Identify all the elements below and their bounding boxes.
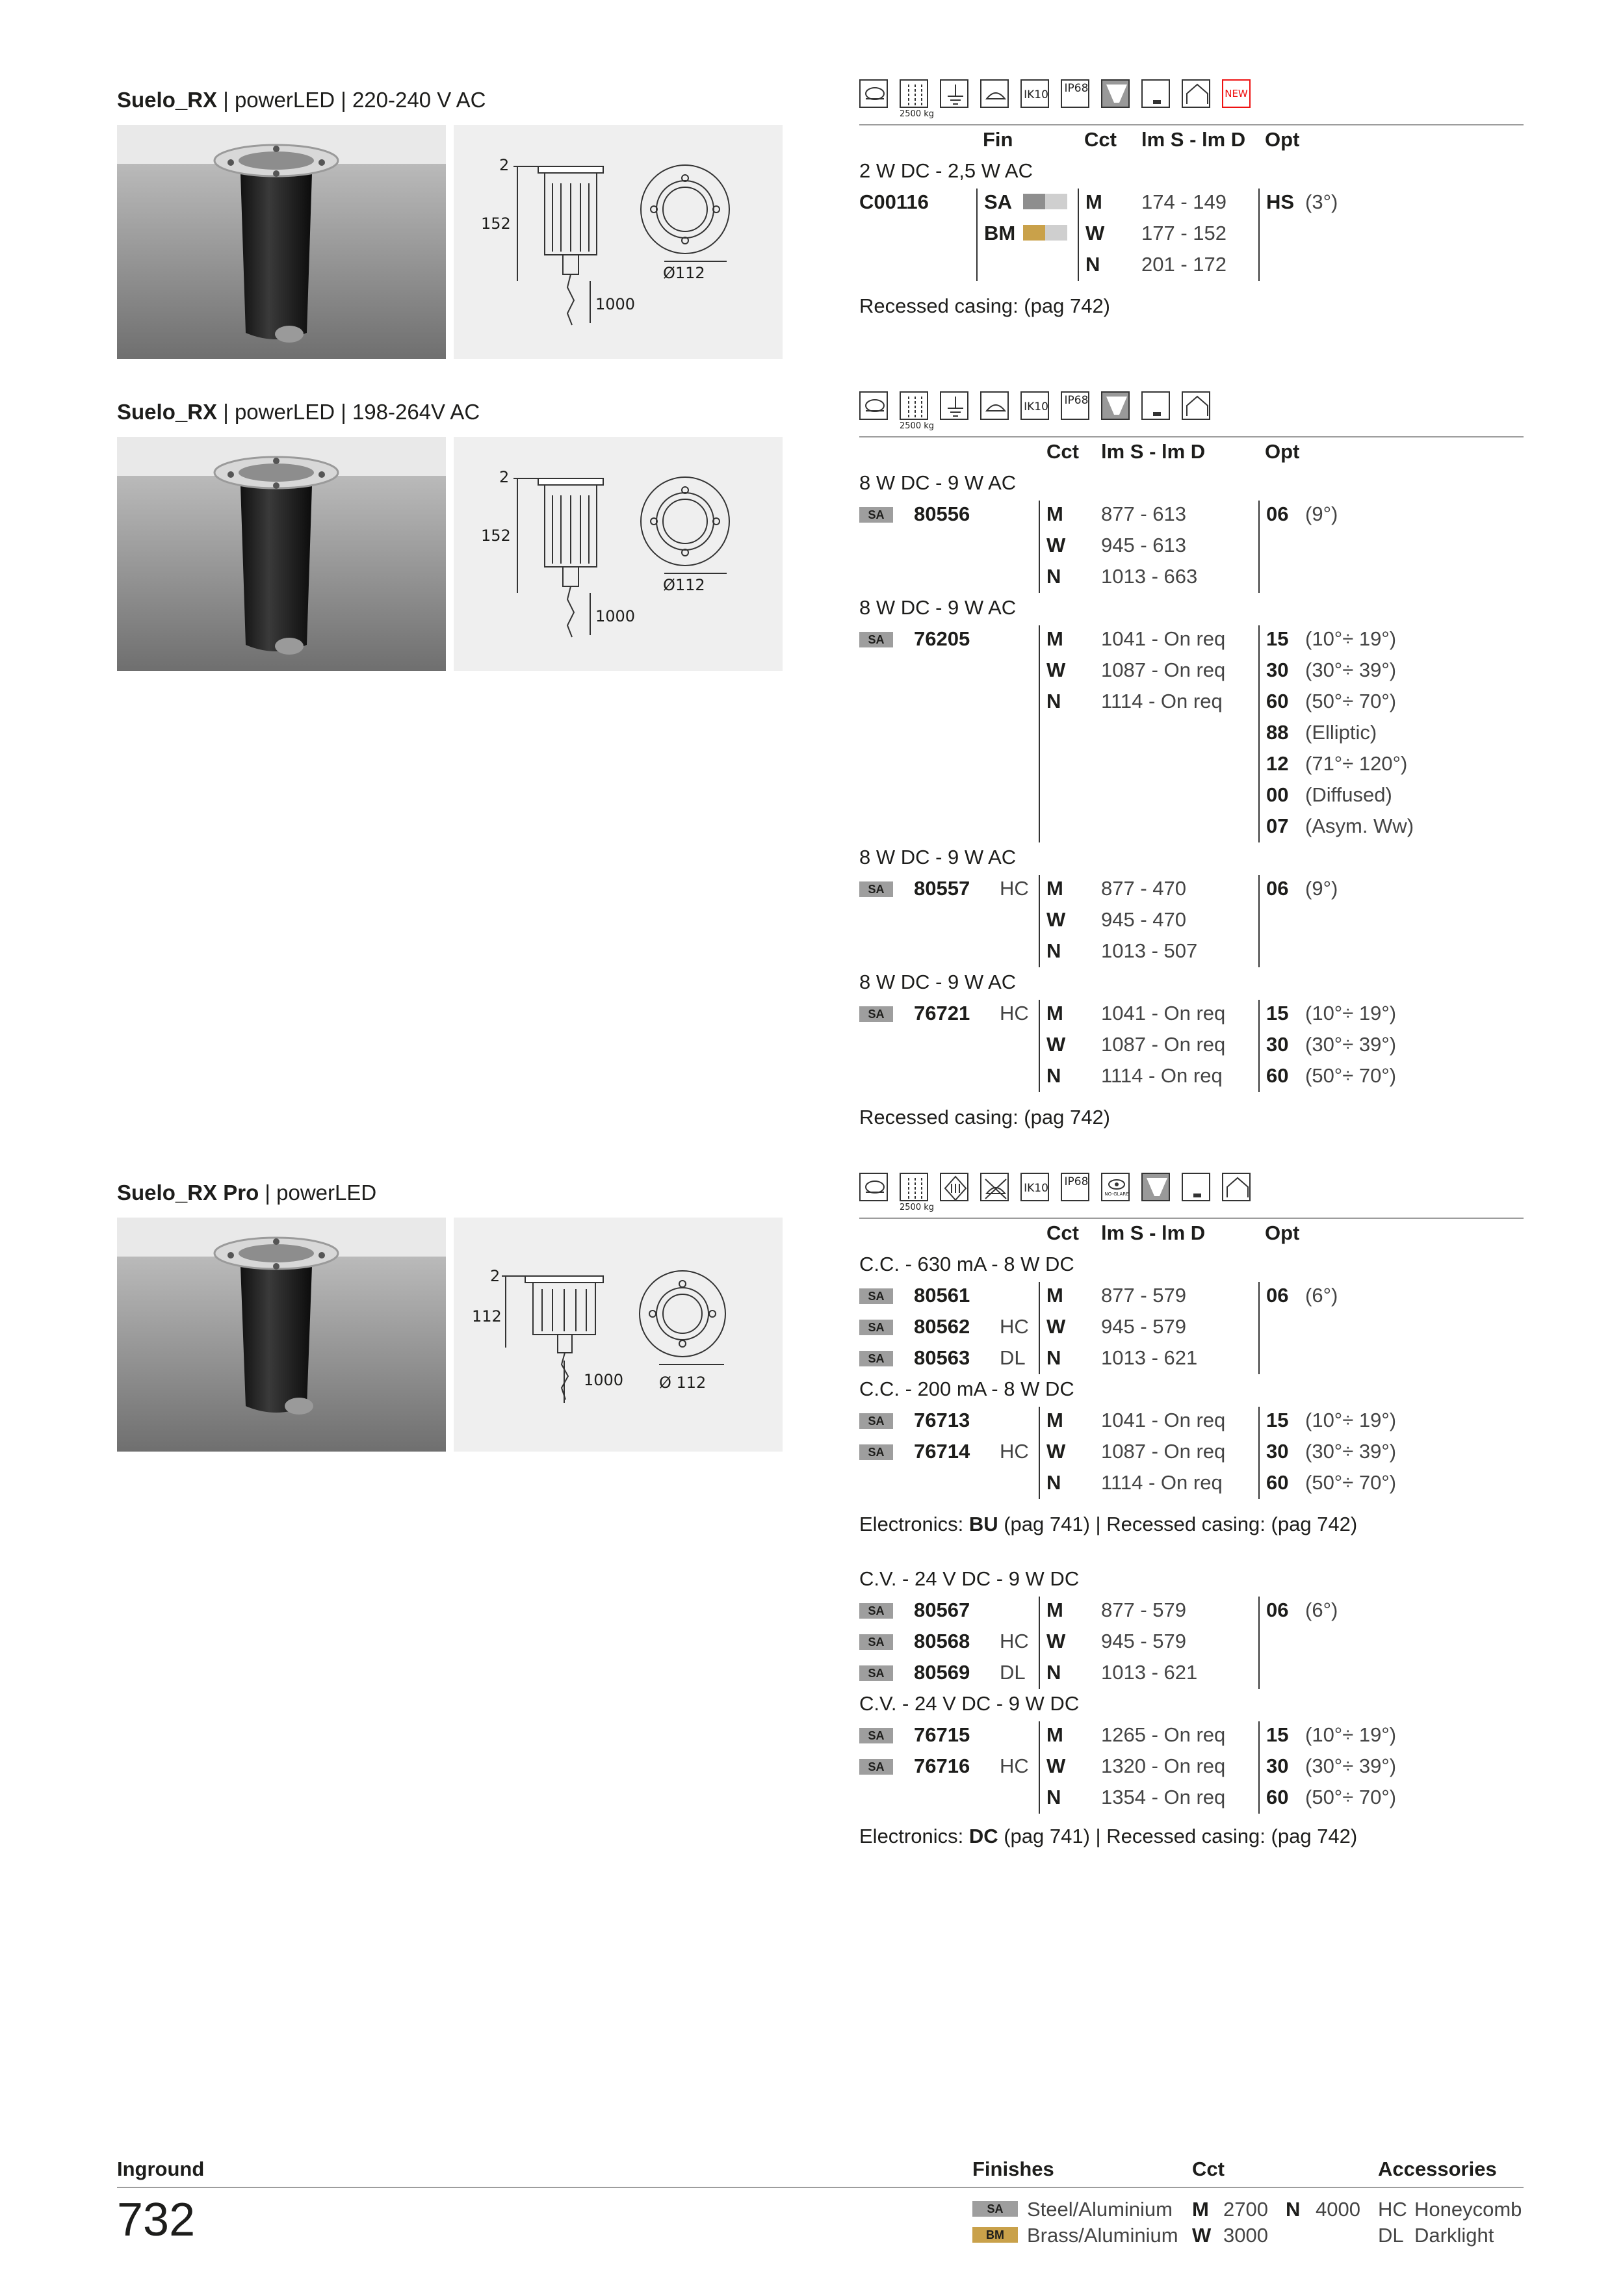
lumen-value: 1114 - On req xyxy=(1101,1064,1223,1087)
footer-rule xyxy=(117,2187,1524,2188)
header-lm: lm S - lm D xyxy=(1101,440,1206,463)
dim-top: 2 xyxy=(499,468,510,486)
optic-code: 30 xyxy=(1266,1440,1289,1463)
finish-swatch-bm-2 xyxy=(1045,225,1067,241)
lumen-value: 1265 - On req xyxy=(1101,1723,1226,1746)
technical-drawing-1 xyxy=(454,125,783,359)
recessed-note: Recessed casing: (pag 742) xyxy=(859,1106,1111,1128)
flush-icon xyxy=(1182,1173,1210,1201)
optic-code: 00 xyxy=(1266,783,1289,806)
load-text: 2500 kg xyxy=(900,1203,934,1212)
dim-top: 2 xyxy=(499,156,510,174)
lumen-value: 1087 - On req xyxy=(1101,659,1226,681)
technical-drawing-2 xyxy=(454,437,783,671)
footer-cct-title: Cct xyxy=(1192,2158,1225,2180)
flush-icon xyxy=(1141,391,1170,420)
group-label: C.V. - 24 V DC - 9 W DC xyxy=(859,1567,1080,1590)
accessory-code: DL xyxy=(1000,1661,1026,1684)
divider xyxy=(1258,625,1260,842)
accessory-code: HC xyxy=(1000,1630,1029,1652)
optic-code: 15 xyxy=(1266,1002,1289,1024)
finish-tag: SA xyxy=(859,1351,893,1366)
load-icon xyxy=(900,391,928,420)
accessory-name: Darklight xyxy=(1414,2224,1494,2247)
cct-code: W xyxy=(1046,1755,1066,1777)
divider xyxy=(1039,625,1040,842)
optic-desc: (50°÷ 70°) xyxy=(1305,1064,1397,1087)
dim-diameter: Ø 112 xyxy=(659,1374,707,1392)
optic-code: 88 xyxy=(1266,721,1289,744)
finish-swatch-sa xyxy=(1023,194,1045,209)
dim-diameter: Ø112 xyxy=(663,264,705,282)
optic-desc: (6°) xyxy=(1305,1284,1338,1307)
footer-finishes-title: Finishes xyxy=(972,2158,1054,2180)
earth-icon xyxy=(940,79,968,108)
cct-code: M xyxy=(1046,877,1063,900)
footer-accessories-title: Accessories xyxy=(1378,2158,1497,2180)
load-icon xyxy=(900,1173,928,1201)
cct-code: W xyxy=(1192,2224,1212,2247)
product-code[interactable]: 76714 xyxy=(914,1440,970,1463)
header-cct: Cct xyxy=(1046,1221,1079,1244)
optic-desc: (10°÷ 19°) xyxy=(1305,1723,1397,1746)
optic-desc: (10°÷ 19°) xyxy=(1305,627,1397,650)
finish-name: Steel/Aluminium xyxy=(1027,2198,1173,2221)
finish-tag-sa: SA xyxy=(972,2201,1018,2217)
product-code[interactable]: 80563 xyxy=(914,1346,970,1369)
divider xyxy=(976,189,978,281)
optic-code: 15 xyxy=(1266,1409,1289,1431)
finish-tag: SA xyxy=(859,1728,893,1743)
section-2-title: Suelo_RX | powerLED | 198-264V AC xyxy=(117,400,480,424)
product-code[interactable]: 76721 xyxy=(914,1002,970,1024)
cct-code: W xyxy=(1046,908,1066,931)
group-label: C.V. - 24 V DC - 9 W DC xyxy=(859,1692,1080,1715)
cct-code: W xyxy=(1046,659,1066,681)
optic-code: 60 xyxy=(1266,1786,1289,1808)
cct-code: M xyxy=(1046,1284,1063,1307)
divider xyxy=(1039,1721,1040,1814)
electronics-note-1: Electronics: BU (pag 741) | Recessed casing: (pag 742) xyxy=(859,1513,1358,1535)
optic-desc: (50°÷ 70°) xyxy=(1305,1471,1397,1494)
header-lm: lm S - lm D xyxy=(1141,128,1246,151)
flush-icon xyxy=(1141,79,1170,108)
product-code[interactable]: 80568 xyxy=(914,1630,970,1652)
divider xyxy=(1258,1282,1260,1374)
product-code[interactable]: 76205 xyxy=(914,627,970,650)
optic-code: 07 xyxy=(1266,815,1289,837)
lumen-value: 877 - 579 xyxy=(1101,1284,1186,1307)
header-rule-1 xyxy=(859,124,1524,125)
optic-code: 06 xyxy=(1266,1598,1289,1621)
cct-code: M xyxy=(1046,1409,1063,1431)
lumen-value: 1013 - 663 xyxy=(1101,565,1198,588)
cct-value: 3000 xyxy=(1223,2224,1268,2247)
optic-desc: (9°) xyxy=(1305,502,1338,525)
optic-desc: (30°÷ 39°) xyxy=(1305,1755,1397,1777)
optic-code: HS xyxy=(1266,190,1295,213)
accessory-code: HC xyxy=(1000,1002,1029,1024)
group-label: 8 W DC - 9 W AC xyxy=(859,971,1017,993)
divider xyxy=(1258,1407,1260,1499)
optic-desc: (10°÷ 19°) xyxy=(1305,1002,1397,1024)
finish-tag: SA xyxy=(859,1634,893,1650)
product-code[interactable]: 76716 xyxy=(914,1755,970,1777)
product-code[interactable]: C00116 xyxy=(859,190,929,213)
group-label: 8 W DC - 9 W AC xyxy=(859,846,1017,868)
cct-code: W xyxy=(1046,534,1066,556)
finish-swatch-sa-2 xyxy=(1045,194,1067,209)
optic-code: 06 xyxy=(1266,1284,1289,1307)
group-label: C.C. - 200 mA - 8 W DC xyxy=(859,1377,1074,1400)
surface-icon xyxy=(980,391,1009,420)
cct-code: M xyxy=(1046,502,1063,525)
cct-code: W xyxy=(1046,1440,1066,1463)
lumen-value: 174 - 149 xyxy=(1141,190,1227,213)
lumen-value: 1114 - On req xyxy=(1101,1471,1223,1494)
ik-icon: IK10 xyxy=(1020,1173,1049,1201)
cct-code: N xyxy=(1046,1786,1061,1808)
lumen-value: 877 - 470 xyxy=(1101,877,1186,900)
surface-icon xyxy=(980,79,1009,108)
product-code[interactable]: 80556 xyxy=(914,502,970,525)
finish-name: Brass/Aluminium xyxy=(1027,2224,1178,2247)
lumen-value: 1354 - On req xyxy=(1101,1786,1226,1808)
finish-tag: SA xyxy=(859,1006,893,1022)
lumen-value: 945 - 613 xyxy=(1101,534,1186,556)
finish-tag: SA xyxy=(859,632,893,647)
optic-code: 12 xyxy=(1266,752,1289,775)
ip-icon: IP68 xyxy=(1061,1173,1089,1201)
optic-code: 15 xyxy=(1266,627,1289,650)
lumen-value: 1013 - 507 xyxy=(1101,939,1198,962)
lumen-value: 1320 - On req xyxy=(1101,1755,1226,1777)
cct-code: N xyxy=(1286,2198,1301,2221)
group-label: C.C. - 630 mA - 8 W DC xyxy=(859,1253,1074,1275)
cct-code: W xyxy=(1085,222,1105,244)
product-photo-2 xyxy=(117,437,446,671)
recessed-note: Recessed casing: (pag 742) xyxy=(859,294,1111,317)
optic-desc: (30°÷ 39°) xyxy=(1305,1033,1397,1056)
divider xyxy=(1258,189,1260,281)
lumen-value: 945 - 470 xyxy=(1101,908,1186,931)
lumen-value: 945 - 579 xyxy=(1101,1315,1186,1338)
optic-desc: (30°÷ 39°) xyxy=(1305,659,1397,681)
header-cct: Cct xyxy=(1046,440,1079,463)
outdoor-icon xyxy=(1182,391,1210,420)
cct-code: N xyxy=(1046,1064,1061,1087)
header-rule-2 xyxy=(859,436,1524,437)
header-cct: Cct xyxy=(1084,128,1117,151)
optic-code: 30 xyxy=(1266,659,1289,681)
finish-tag: SA xyxy=(859,1320,893,1335)
footer-category: Inground xyxy=(117,2158,205,2180)
product-code[interactable]: 80561 xyxy=(914,1284,970,1307)
lumen-value: 201 - 172 xyxy=(1141,253,1227,276)
finish-tag: SA xyxy=(859,1413,893,1429)
lumen-value: 1041 - On req xyxy=(1101,1002,1226,1024)
dim-height: 112 xyxy=(472,1307,502,1325)
dim-cable: 1000 xyxy=(595,607,636,625)
product-photo-3 xyxy=(117,1218,446,1452)
group-label: 2 W DC - 2,5 W AC xyxy=(859,159,1033,182)
lumen-value: 945 - 579 xyxy=(1101,1630,1186,1652)
lumen-value: 177 - 152 xyxy=(1141,222,1227,244)
dim-height: 152 xyxy=(481,215,511,233)
finish-tag: SA xyxy=(859,1288,893,1304)
optic-desc: (50°÷ 70°) xyxy=(1305,1786,1397,1808)
divider xyxy=(1078,189,1079,281)
header-fin: Fin xyxy=(983,128,1013,151)
group-label: 8 W DC - 9 W AC xyxy=(859,596,1017,619)
optic-desc: (71°÷ 120°) xyxy=(1305,752,1408,775)
cct-code: W xyxy=(1046,1033,1066,1056)
accessory-name: Honeycomb xyxy=(1414,2198,1522,2221)
ground-install-icon xyxy=(859,391,888,420)
cct-code: N xyxy=(1046,565,1061,588)
product-photo-1 xyxy=(117,125,446,359)
cct-code: N xyxy=(1085,253,1100,276)
earth-icon xyxy=(940,391,968,420)
beam-icon xyxy=(1141,1173,1170,1201)
electronics-note-2: Electronics: DC (pag 741) | Recessed casing: (pag 742) xyxy=(859,1825,1358,1847)
lumen-value: 877 - 579 xyxy=(1101,1598,1186,1621)
accessory-code: HC xyxy=(1000,1315,1029,1338)
load-text: 2500 kg xyxy=(900,421,934,431)
cct-code: M xyxy=(1085,190,1102,213)
lumen-value: 1041 - On req xyxy=(1101,627,1226,650)
dim-cable: 1000 xyxy=(584,1371,624,1389)
cct-value: 2700 xyxy=(1223,2198,1268,2221)
header-opt: Opt xyxy=(1265,1221,1300,1244)
divider xyxy=(1039,1407,1040,1499)
optic-desc: (Diffused) xyxy=(1305,783,1392,806)
optic-desc: (Elliptic) xyxy=(1305,721,1377,744)
feature-icons-3 xyxy=(859,1170,1522,1210)
optic-code: 30 xyxy=(1266,1033,1289,1056)
optic-desc: (30°÷ 39°) xyxy=(1305,1440,1397,1463)
divider xyxy=(1039,1597,1040,1689)
finish-code: SA xyxy=(984,190,1013,213)
divider xyxy=(1039,875,1040,967)
product-code[interactable]: 76713 xyxy=(914,1409,970,1431)
cct-code: W xyxy=(1046,1630,1066,1652)
load-icon xyxy=(900,79,928,108)
cct-code: W xyxy=(1046,1315,1066,1338)
beam-icon xyxy=(1101,79,1130,108)
group-label: 8 W DC - 9 W AC xyxy=(859,471,1017,494)
outdoor-icon xyxy=(1222,1173,1251,1201)
accessory-code: DL xyxy=(1378,2224,1404,2247)
accessory-code: HC xyxy=(1000,1755,1029,1777)
finish-code: BM xyxy=(984,222,1016,244)
divider xyxy=(1258,875,1260,967)
finish-swatch-bm xyxy=(1023,225,1045,241)
accessory-code: HC xyxy=(1378,2198,1407,2221)
divider xyxy=(1039,1282,1040,1374)
optic-desc: (10°÷ 19°) xyxy=(1305,1409,1397,1431)
ip-icon: IP68 xyxy=(1061,391,1089,420)
ground-install-icon xyxy=(859,79,888,108)
divider xyxy=(1258,1721,1260,1814)
section-3-title: Suelo_RX Pro | powerLED xyxy=(117,1181,377,1205)
divider xyxy=(1039,1000,1040,1092)
ground-install-icon xyxy=(859,1173,888,1201)
cct-code: N xyxy=(1046,939,1061,962)
product-code[interactable]: 80562 xyxy=(914,1315,970,1338)
finish-tag: SA xyxy=(859,1665,893,1681)
lumen-value: 877 - 613 xyxy=(1101,502,1186,525)
optic-code: 60 xyxy=(1266,690,1289,712)
header-lm: lm S - lm D xyxy=(1101,1221,1206,1244)
optic-desc: (3°) xyxy=(1305,190,1338,213)
header-rule-3 xyxy=(859,1218,1524,1219)
outdoor-icon xyxy=(1182,79,1210,108)
optic-code: 06 xyxy=(1266,502,1289,525)
accessory-code: DL xyxy=(1000,1346,1026,1369)
dim-top: 2 xyxy=(490,1267,500,1285)
technical-drawing-3 xyxy=(454,1218,783,1452)
finish-tag: SA xyxy=(859,1603,893,1619)
finish-tag: SA xyxy=(859,1759,893,1775)
no-cover-icon xyxy=(980,1173,1009,1201)
class-iii-icon xyxy=(940,1173,968,1201)
cct-code: N xyxy=(1046,690,1061,712)
cct-code: M xyxy=(1192,2198,1209,2221)
product-code[interactable]: 80567 xyxy=(914,1598,970,1621)
page-number: 732 xyxy=(117,2194,196,2246)
optic-code: 60 xyxy=(1266,1471,1289,1494)
lumen-value: 1087 - On req xyxy=(1101,1033,1226,1056)
cct-code: N xyxy=(1046,1661,1061,1684)
beam-icon xyxy=(1101,391,1130,420)
optic-code: 06 xyxy=(1266,877,1289,900)
optic-desc: (9°) xyxy=(1305,877,1338,900)
lumen-value: 1114 - On req xyxy=(1101,690,1223,712)
lumen-value: 1087 - On req xyxy=(1101,1440,1226,1463)
ip-icon: IP68 xyxy=(1061,79,1089,108)
feature-icons-2 xyxy=(859,389,1522,429)
new-badge: NEW xyxy=(1222,79,1251,108)
optic-code: 60 xyxy=(1266,1064,1289,1087)
divider xyxy=(1258,1000,1260,1092)
product-code[interactable]: 80557 xyxy=(914,877,970,900)
load-text: 2500 kg xyxy=(900,109,934,119)
optic-desc: (50°÷ 70°) xyxy=(1305,690,1397,712)
optic-code: 15 xyxy=(1266,1723,1289,1746)
header-opt: Opt xyxy=(1265,128,1300,151)
cct-value: 4000 xyxy=(1316,2198,1360,2221)
optic-desc: (6°) xyxy=(1305,1598,1338,1621)
finish-tag: SA xyxy=(859,1444,893,1460)
section-1-title: Suelo_RX | powerLED | 220-240 V AC xyxy=(117,88,486,112)
feature-icons-1 xyxy=(859,77,1522,117)
product-code[interactable]: 80569 xyxy=(914,1661,970,1684)
dim-height: 152 xyxy=(481,527,511,545)
finish-tag: SA xyxy=(859,507,893,523)
optic-desc: (Asym. Ww) xyxy=(1305,815,1414,837)
ik-icon: IK10 xyxy=(1020,79,1049,108)
accessory-code: HC xyxy=(1000,1440,1029,1463)
no-glare-icon: NO-GLARE xyxy=(1101,1173,1130,1201)
lumen-value: 1013 - 621 xyxy=(1101,1346,1198,1369)
lumen-value: 1013 - 621 xyxy=(1101,1661,1198,1684)
dim-diameter: Ø112 xyxy=(663,576,705,594)
finish-tag: SA xyxy=(859,881,893,897)
cct-code: M xyxy=(1046,1723,1063,1746)
product-code[interactable]: 76715 xyxy=(914,1723,970,1746)
ik-icon: IK10 xyxy=(1020,391,1049,420)
optic-code: 30 xyxy=(1266,1755,1289,1777)
divider xyxy=(1039,501,1040,593)
cct-code: N xyxy=(1046,1471,1061,1494)
header-opt: Opt xyxy=(1265,440,1300,463)
cct-code: N xyxy=(1046,1346,1061,1369)
lumen-value: 1041 - On req xyxy=(1101,1409,1226,1431)
cct-code: M xyxy=(1046,1598,1063,1621)
finish-tag-bm: BM xyxy=(972,2227,1018,2243)
divider xyxy=(1258,1597,1260,1689)
cct-code: M xyxy=(1046,627,1063,650)
divider xyxy=(1258,501,1260,593)
dim-cable: 1000 xyxy=(595,295,636,313)
cct-code: M xyxy=(1046,1002,1063,1024)
accessory-code: HC xyxy=(1000,877,1029,900)
